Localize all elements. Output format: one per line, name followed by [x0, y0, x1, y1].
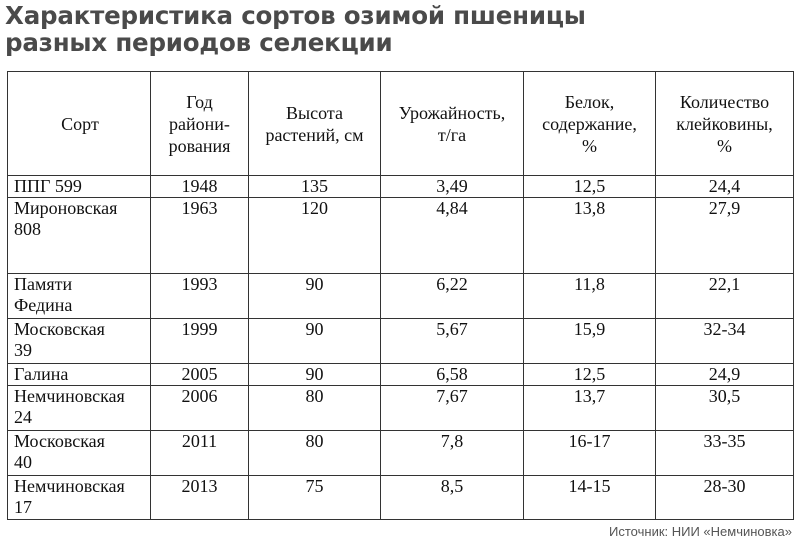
header-variety: Сорт — [8, 72, 151, 176]
cell-height: 90 — [249, 274, 381, 319]
title-line-2: разных периодов селекции — [5, 28, 393, 57]
cell-variety: Галина — [8, 364, 151, 386]
cell-height: 90 — [249, 319, 381, 364]
table-row — [8, 476, 794, 520]
header-height: Высота растений, см — [249, 72, 381, 176]
page-title — [5, 2, 586, 56]
cell-variety: Мироновская 808 — [8, 198, 151, 274]
cell-gluten: 22,1 — [656, 274, 794, 319]
cell-gluten: 24,4 — [656, 176, 794, 198]
table-header-row — [8, 72, 794, 176]
cell-gluten: 30,5 — [656, 386, 794, 431]
cell-year: 2011 — [151, 431, 249, 476]
cell-protein: 13,8 — [524, 198, 656, 274]
cell-yield: 4,84 — [381, 198, 524, 274]
cell-year: 1963 — [151, 198, 249, 274]
cell-variety: Московская 40 — [8, 431, 151, 476]
cell-yield: 8,5 — [381, 476, 524, 520]
cell-protein: 12,5 — [524, 364, 656, 386]
cell-variety: ППГ 599 — [8, 176, 151, 198]
cell-height: 120 — [249, 198, 381, 274]
cell-yield: 3,49 — [381, 176, 524, 198]
header-yield: Урожайность, т/га — [381, 72, 524, 176]
cell-yield: 7,8 — [381, 431, 524, 476]
cell-protein: 12,5 — [524, 176, 656, 198]
cell-variety: Немчиновская 24 — [8, 386, 151, 431]
cell-protein: 14-15 — [524, 476, 656, 520]
cell-yield: 6,58 — [381, 364, 524, 386]
table-row — [8, 274, 794, 319]
cell-yield: 5,67 — [381, 319, 524, 364]
header-year: Год райони- рования — [151, 72, 249, 176]
table-row — [8, 176, 794, 198]
wheat-varieties-table — [7, 71, 794, 520]
cell-gluten: 33-35 — [656, 431, 794, 476]
cell-yield: 7,67 — [381, 386, 524, 431]
cell-year: 1999 — [151, 319, 249, 364]
cell-variety: Московская 39 — [8, 319, 151, 364]
source-note: Источник: НИИ «Немчиновка» — [609, 524, 792, 539]
table-row — [8, 431, 794, 476]
cell-protein: 11,8 — [524, 274, 656, 319]
cell-height: 80 — [249, 431, 381, 476]
title-line-1: Характеристика сортов озимой пшеницы — [5, 1, 586, 30]
cell-variety: Немчиновская 17 — [8, 476, 151, 520]
cell-variety: Памяти Федина — [8, 274, 151, 319]
cell-year: 2005 — [151, 364, 249, 386]
cell-gluten: 24,9 — [656, 364, 794, 386]
cell-gluten: 32-34 — [656, 319, 794, 364]
cell-height: 90 — [249, 364, 381, 386]
table-row — [8, 386, 794, 431]
cell-height: 135 — [249, 176, 381, 198]
cell-gluten: 28-30 — [656, 476, 794, 520]
cell-yield: 6,22 — [381, 274, 524, 319]
cell-protein: 15,9 — [524, 319, 656, 364]
cell-height: 80 — [249, 386, 381, 431]
cell-gluten: 27,9 — [656, 198, 794, 274]
cell-year: 1993 — [151, 274, 249, 319]
cell-year: 2013 — [151, 476, 249, 520]
table-row — [8, 364, 794, 386]
cell-protein: 16-17 — [524, 431, 656, 476]
cell-year: 2006 — [151, 386, 249, 431]
cell-year: 1948 — [151, 176, 249, 198]
table-row — [8, 198, 794, 274]
table-row — [8, 319, 794, 364]
cell-protein: 13,7 — [524, 386, 656, 431]
header-protein: Белок, содержание, % — [524, 72, 656, 176]
cell-height: 75 — [249, 476, 381, 520]
header-gluten: Количество клейковины, % — [656, 72, 794, 176]
